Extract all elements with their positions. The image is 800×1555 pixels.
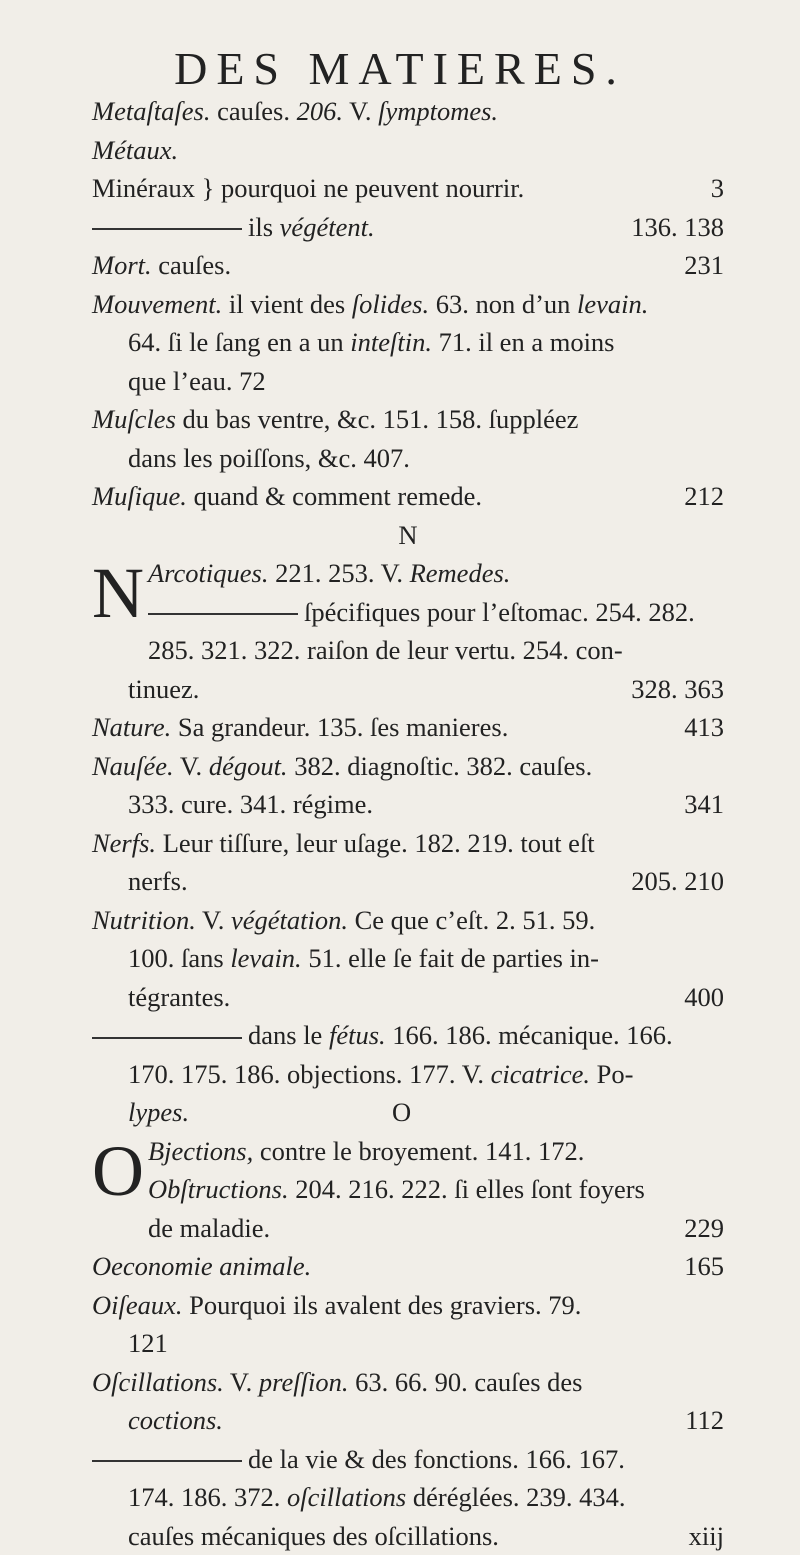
entry-text: ſymptomes. — [378, 96, 498, 126]
entry-text: N — [398, 520, 417, 550]
index-line — [92, 1209, 724, 1248]
index-line — [92, 208, 724, 247]
entry-text: } pourquoi ne peuvent nourrir. — [195, 173, 524, 203]
index-line — [92, 747, 724, 786]
page-reference: 413 — [684, 708, 724, 747]
repeat-entry-dash — [148, 613, 298, 615]
entry-text: V. — [174, 751, 209, 781]
index-line — [92, 323, 724, 362]
entry-text: 174. 186. 372. — [128, 1482, 287, 1512]
repeat-entry-dash — [92, 1037, 242, 1039]
entry-text: dégout. — [209, 751, 288, 781]
entry-text: il vient des — [222, 289, 352, 319]
entry-text: du bas ventre, &c. 151. 158. ſuppléez — [176, 404, 579, 434]
index-line — [92, 246, 724, 285]
entry-text: inteſtin. — [350, 327, 432, 357]
entry-text: dans les poiſſons, &c. 407. — [128, 443, 410, 473]
entry-text: Nauſée. — [92, 751, 174, 781]
entry-text: Mort. — [92, 250, 152, 280]
index-line — [92, 708, 724, 747]
index-line — [92, 631, 724, 670]
index-line — [92, 131, 724, 170]
entry-text: coctions. — [128, 1405, 223, 1435]
index-line — [92, 1247, 724, 1286]
index-line — [92, 593, 724, 632]
entry-text: Remedes. — [410, 558, 511, 588]
page-reference: 165 — [684, 1247, 724, 1286]
entry-text: levain. — [230, 943, 301, 973]
entry-text: Bjections, — [148, 1136, 253, 1166]
entry-text: 121 — [128, 1328, 168, 1358]
entry-text: Nerfs. — [92, 828, 156, 858]
index-line — [92, 785, 724, 824]
index-line — [92, 1401, 724, 1440]
index-line — [92, 1170, 724, 1209]
entry-text: tégrantes. — [128, 982, 230, 1012]
index-line — [92, 554, 724, 593]
entry-text: 100. ſans — [128, 943, 230, 973]
entry-text: quand & comment remede. — [187, 481, 482, 511]
index-line — [92, 1132, 724, 1171]
entry-text: de maladie. — [148, 1213, 270, 1243]
index-line — [92, 1517, 724, 1555]
index-line — [92, 92, 724, 131]
index-line — [92, 477, 724, 516]
index-line — [92, 169, 724, 208]
index-line — [92, 1324, 724, 1363]
entry-text: 333. cure. 341. régime. — [128, 789, 373, 819]
entry-text: Oiſeaux. — [92, 1290, 183, 1320]
entry-text: que l’eau. 72 — [128, 366, 266, 396]
entry-text: contre le broyement. 141. 172. — [253, 1136, 584, 1166]
index-line — [92, 1055, 724, 1094]
entry-text: cauſes. — [152, 250, 231, 280]
index-line — [92, 862, 724, 901]
entry-text: fétus. — [329, 1020, 386, 1050]
entry-text: Nature. — [92, 712, 171, 742]
entry-text: Pourquoi ils avalent des graviers. 79. — [183, 1290, 582, 1320]
index-line — [92, 939, 724, 978]
entry-text: Leur tiſſure, leur uſage. 182. 219. tout eſt — [156, 828, 595, 858]
index-line — [92, 285, 724, 324]
entry-text: Minéraux — [92, 173, 195, 203]
index-line — [92, 400, 724, 439]
index-entries — [92, 92, 724, 1555]
entry-text: preſſion. — [259, 1367, 349, 1397]
page-reference: 341 — [684, 785, 724, 824]
entry-text: Oeconomie animale. — [92, 1251, 311, 1281]
entry-text: oſcillations — [287, 1482, 406, 1512]
entry-text: végétation. — [231, 905, 348, 935]
entry-text: Métaux. — [92, 135, 178, 165]
entry-text: Oſcillations. — [92, 1367, 224, 1397]
index-line — [92, 1440, 724, 1479]
page-reference: 136. 138 — [631, 208, 724, 247]
entry-text: cauſes mécaniques des oſcillations. — [128, 1521, 499, 1551]
entry-text: cicatrice. — [491, 1059, 590, 1089]
entry-text: 64. ſi le ſang en a un — [128, 327, 350, 357]
entry-text: V. — [224, 1367, 259, 1397]
drop-cap-letter: N — [92, 558, 144, 632]
entry-text: 63. non d’un — [429, 289, 577, 319]
entry-text: 170. 175. 186. objections. 177. V. — [128, 1059, 491, 1089]
repeat-entry-dash — [92, 1460, 242, 1462]
entry-text: 206. — [297, 96, 343, 126]
entry-text: ſpécifiques pour l’eſtomac. 254. 282. — [304, 597, 695, 627]
entry-text: 204. 216. 222. ſi elles ſont foyers — [289, 1174, 645, 1204]
entry-text: Muſique. — [92, 481, 187, 511]
entry-text: Po- — [590, 1059, 633, 1089]
entry-text: 285. 321. 322. raiſon de leur vertu. 254. con- — [148, 635, 623, 665]
drop-cap-letter: O — [92, 1136, 144, 1210]
entry-text: Sa grandeur. 135. ſes manieres. — [171, 712, 508, 742]
entry-text: ils — [248, 212, 280, 242]
page-reference: 328. 363 — [631, 670, 724, 709]
entry-text: V. — [343, 96, 378, 126]
index-line — [92, 824, 724, 863]
entry-text: ſolides. — [352, 289, 429, 319]
entry-text: Mouvement. — [92, 289, 222, 319]
index-line — [92, 516, 724, 555]
page-reference: 400 — [684, 978, 724, 1017]
entry-text: nerfs. — [128, 866, 188, 896]
index-line — [92, 1016, 724, 1055]
page-reference: xiij — [689, 1517, 724, 1555]
entry-text: 63. 66. 90. cauſes des — [348, 1367, 582, 1397]
index-line — [92, 439, 724, 478]
entry-text: de la vie & des fonctions. 166. 167. — [248, 1444, 625, 1474]
index-line — [92, 1286, 724, 1325]
index-line — [92, 1093, 724, 1132]
entry-text: 51. elle ſe fait de parties in- — [302, 943, 599, 973]
entry-text: lypes. — [128, 1097, 189, 1127]
entry-text: V. — [196, 905, 231, 935]
page-reference: 231 — [684, 246, 724, 285]
entry-text: tinuez. — [128, 674, 199, 704]
entry-text: Obſtructions. — [148, 1174, 289, 1204]
entry-text: Metaſtaſes. — [92, 96, 211, 126]
entry-text: 382. diagnoſtic. 382. cauſes. — [288, 751, 593, 781]
entry-text: Arcotiques. — [148, 558, 268, 588]
entry-text: dans le — [248, 1020, 329, 1050]
index-line — [92, 978, 724, 1017]
page-reference: 212 — [684, 477, 724, 516]
repeat-entry-dash — [92, 228, 242, 230]
page-reference: 229 — [684, 1209, 724, 1248]
index-line — [92, 362, 724, 401]
entry-text: végétent. — [280, 212, 375, 242]
index-line — [92, 670, 724, 709]
index-line — [92, 901, 724, 940]
entry-text: Ce que c’eſt. 2. 51. 59. — [348, 905, 595, 935]
section-letter: O — [392, 1093, 411, 1132]
entry-text: 221. 253. V. — [268, 558, 409, 588]
entry-text: Muſcles — [92, 404, 176, 434]
page-reference: 3 — [711, 169, 724, 208]
entry-text: Nutrition. — [92, 905, 196, 935]
entry-text: cauſes. — [211, 96, 297, 126]
page-reference: 205. 210 — [631, 862, 724, 901]
index-line — [92, 1363, 724, 1402]
entry-text: 166. 186. mécanique. 166. — [386, 1020, 673, 1050]
index-line — [92, 1478, 724, 1517]
page-reference: 112 — [685, 1401, 724, 1440]
page-header: DES MATIERES. — [0, 42, 800, 95]
entry-text: 71. il en a moins — [432, 327, 615, 357]
entry-text: déréglées. 239. 434. — [406, 1482, 625, 1512]
entry-text: levain. — [577, 289, 648, 319]
